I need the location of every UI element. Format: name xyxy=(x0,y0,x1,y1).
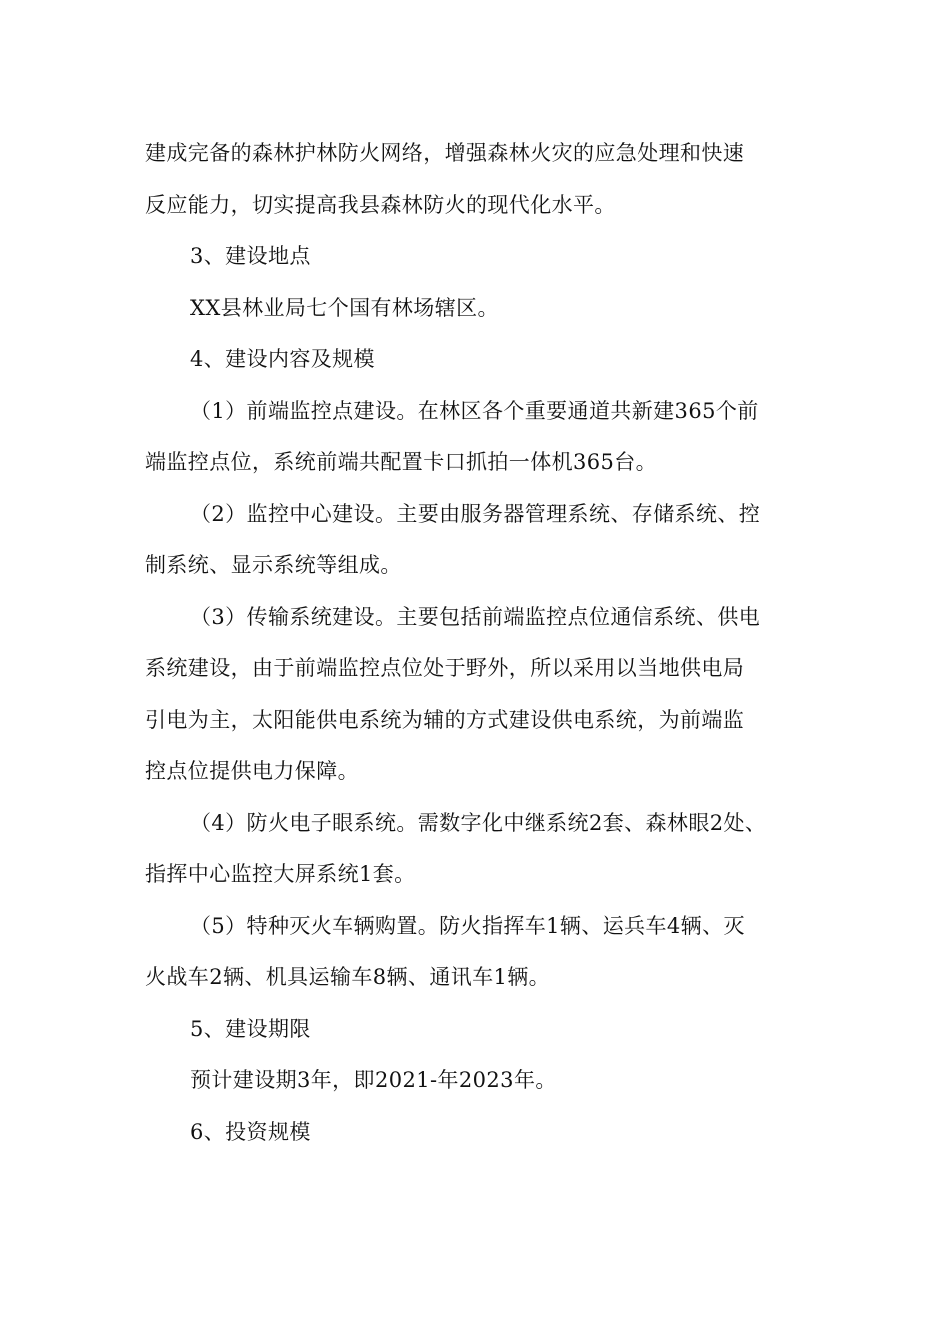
section-heading: 3、建设地点 xyxy=(190,244,311,268)
list-item-line: 制系统、显示系统等组成。 xyxy=(145,553,402,577)
list-item-line: 指挥中心监控大屏系统1套。 xyxy=(145,862,416,886)
list-item-line: 控点位提供电力保障。 xyxy=(145,759,359,783)
paragraph-line: XX县林业局七个国有林场辖区。 xyxy=(190,295,499,320)
list-item-line: （1）前端监控点建设。在林区各个重要通道共新建365个前 xyxy=(190,398,759,423)
list-item-line: （4）防火电子眼系统。需数字化中继系统2套、森林眼2处、 xyxy=(190,810,767,835)
section-heading: 5、建设期限 xyxy=(190,1016,311,1041)
list-item-line: 引电为主，太阳能供电系统为辅的方式建设供电系统，为前端监 xyxy=(145,707,745,732)
document-body xyxy=(145,128,815,1158)
paragraph-line: 预计建设期3年，即2021-年2023年。 xyxy=(190,1068,557,1092)
list-item-line: （5）特种灭火车辆购置。防火指挥车1辆、运兵车4辆、灭 xyxy=(190,913,745,938)
paragraph-line: 反应能力，切实提高我县森林防火的现代化水平。 xyxy=(145,192,616,217)
list-item-line: （3）传输系统建设。主要包括前端监控点位通信系统、供电 xyxy=(190,604,761,629)
list-item-line: 火战车2辆、机具运输车8辆、通讯车1辆。 xyxy=(145,965,551,989)
section-heading: 6、投资规模 xyxy=(190,1119,311,1144)
list-item-line: （2）监控中心建设。主要由服务器管理系统、存储系统、控 xyxy=(190,501,761,526)
list-item-line: 系统建设，由于前端监控点位处于野外，所以采用以当地供电局 xyxy=(145,656,745,680)
list-item-line: 端监控点位，系统前端共配置卡口抓拍一体机365台。 xyxy=(145,450,658,474)
paragraph-line: 建成完备的森林护林防火网络，增强森林火灾的应急处理和快速 xyxy=(145,141,745,165)
section-heading: 4、建设内容及规模 xyxy=(190,347,375,371)
